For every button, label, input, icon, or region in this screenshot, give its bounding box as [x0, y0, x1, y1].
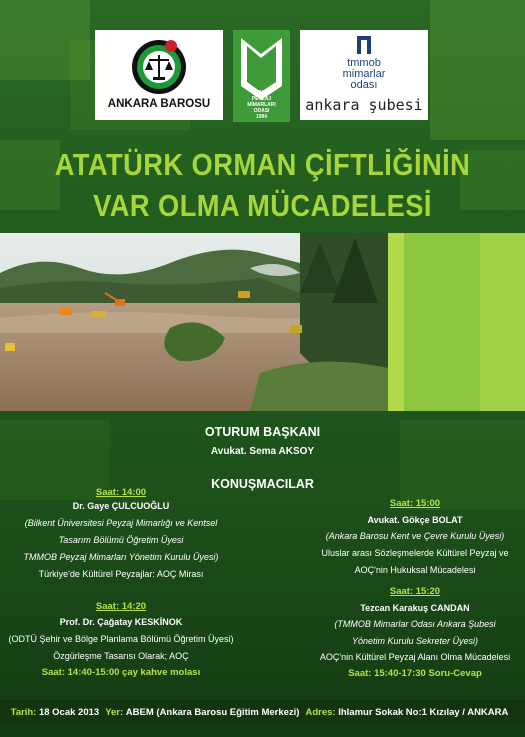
time-label: Saat: 14:20: [95, 601, 147, 612]
talk-topic: AOÇ'nin Kültürel Peyzaj Alanı Olma Mücadelesi: [319, 652, 511, 662]
title-line-1: ATATÜRK ORMAN ÇİFTLİĞİNİN: [54, 147, 471, 182]
logo-line: mimarlar: [342, 68, 386, 80]
logo-line: MİMARLARI: [247, 102, 276, 108]
speaker-affiliation: (Ankara Barosu Kent ve Çevre Kurulu Üyesi): [325, 531, 505, 541]
break-label: Saat: 14:40-15:00 çay kahve molası: [41, 667, 201, 678]
speaker-name: Dr. Gaye ÇULCUOĞLU: [72, 501, 170, 511]
logo-line: PEYZAJ: [251, 96, 272, 102]
peyzaj-mimarlari-logo: [233, 30, 290, 122]
talk-topic: AOÇ'nin Hukuksal Mücadelesi: [354, 565, 476, 575]
logo-line: odası: [350, 79, 378, 91]
talk-topic: Uluslar arası Sözleşmelerde Kültürel Peyzaj ve: [321, 548, 509, 558]
session-chair: Avukat. Sema AKSOY: [210, 446, 315, 457]
logo-line: 1994: [255, 114, 268, 120]
accent-stripe: [388, 233, 404, 411]
speaker-name: Tezcan Karakuş CANDAN: [360, 603, 470, 613]
date-value: 18 Ocak 2013: [38, 707, 100, 718]
bg-square: [430, 0, 525, 140]
place-value: ABEM (Ankara Barosu Eğitim Merkezi): [125, 707, 300, 718]
footer-bar: [0, 700, 525, 725]
speaker-affiliation: Tasarım Bölümü Öğretim Üyesi: [58, 535, 184, 545]
logo-line: tmmob: [347, 57, 381, 69]
title-line-2: VAR OLMA MÜCADELESİ: [93, 188, 432, 223]
time-label: Saat: 15:20: [389, 586, 441, 597]
tmmob-mimarlar-odasi-logo: [300, 30, 428, 120]
talk-topic: Özgürleşme Tasarısı Olarak; AOÇ: [53, 651, 189, 661]
address-value: Ihlamur Sokak No:1 Kızılay / ANKARA: [338, 707, 509, 718]
date-label: Tarih:: [10, 707, 37, 718]
speaker-affiliation: (ODTÜ Şehir ve Bölge Planlama Bölümü Öğretim Üyesi): [8, 634, 234, 644]
ankara-subesi-text: ankara şubesi: [305, 96, 423, 114]
speaker-affiliation: Yönetim Kurulu Sekreter Üyesi): [351, 636, 479, 646]
ankara-barosu-text: ANKARA BAROSU: [107, 98, 211, 110]
time-label: Saat: 14:00: [95, 487, 147, 498]
logo-line: ODASI: [253, 108, 270, 114]
door-frame-icon: [300, 30, 428, 60]
ankara-barosu-logo: [95, 30, 223, 120]
speaker-affiliation: TMMOB Peyzaj Mimarları Yönetim Kurulu Üyesi): [23, 552, 219, 562]
construction-site-photo: [0, 233, 388, 411]
qa-label: Saat: 15:40-17:30 Soru-Cevap: [348, 668, 482, 679]
place-label: Yer:: [105, 707, 124, 718]
accent-block: [480, 233, 525, 411]
speakers-heading: KONUŞMACILAR: [211, 477, 314, 491]
speaker-affiliation: (Bilkent Üniversitesi Peyzaj Mimarlığı ve Kentsel: [24, 518, 218, 528]
logo-line: TMMOB: [252, 90, 271, 96]
speaker-name: Avukat. Gökçe BOLAT: [367, 515, 463, 525]
talk-topic: Türkiye'de Kültürel Peyzajlar: AOÇ Mirası: [38, 569, 204, 579]
address-label: Adres:: [305, 707, 336, 718]
speaker-name: Prof. Dr. Çağatay KESKİNOK: [59, 617, 183, 627]
speaker-affiliation: (TMMOB Mimarlar Odası Ankara Şubesi: [334, 619, 496, 629]
session-heading: OTURUM BAŞKANI: [204, 425, 321, 439]
time-label: Saat: 15:00: [389, 498, 441, 509]
